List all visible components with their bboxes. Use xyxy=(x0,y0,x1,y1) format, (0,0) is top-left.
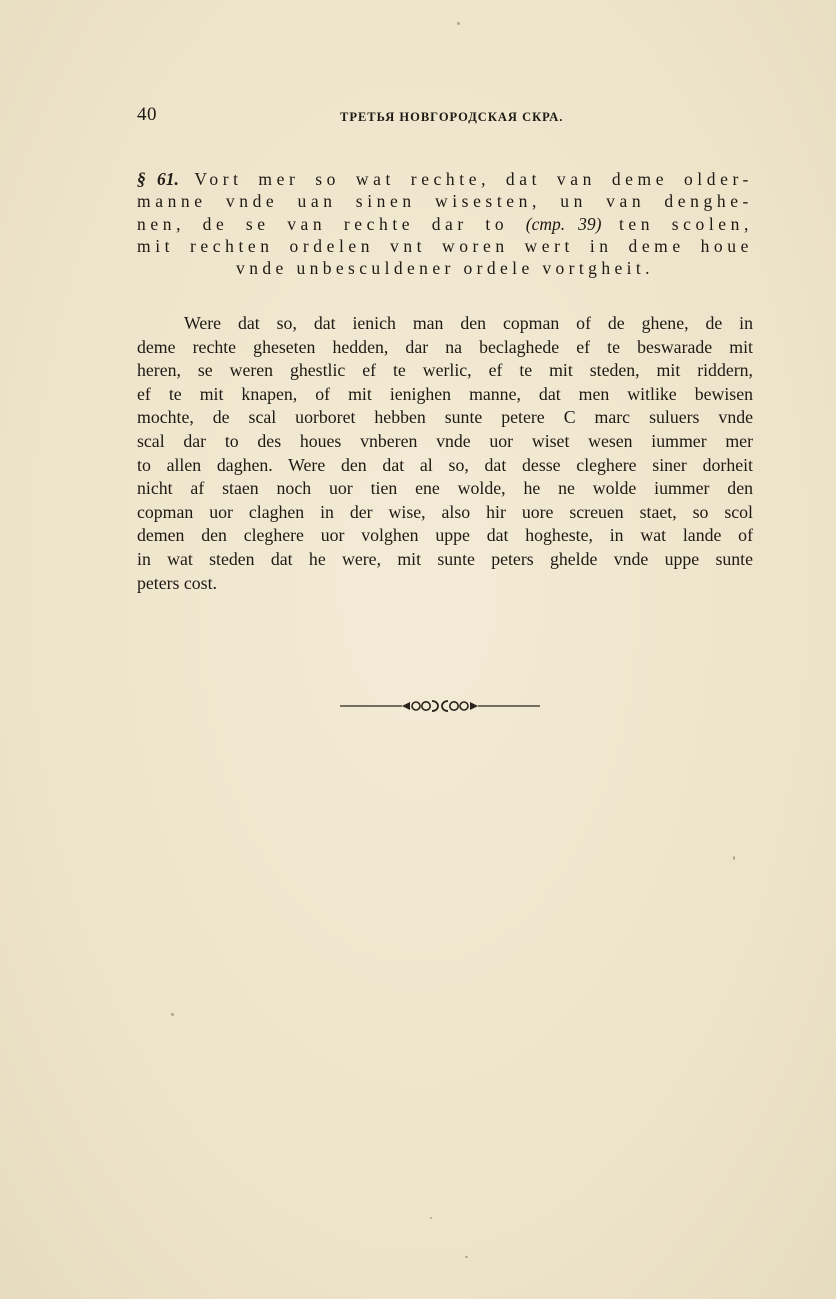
section-line xyxy=(137,168,753,190)
section-line: mit rechten ordelen vnt woren wert in deme houe xyxy=(137,235,753,256)
page-number: 40 xyxy=(137,104,157,125)
paper-spot xyxy=(457,22,460,25)
section-heading-paragraph xyxy=(137,168,753,279)
fleuron-icon xyxy=(340,697,540,715)
paper-spot xyxy=(465,1256,468,1258)
section-text: nen, de se van rechte dar to xyxy=(137,213,526,234)
body-line: demen den cleghere uor volghen uppe dat hogheste, in wat lande of xyxy=(137,525,753,546)
body-line: nicht af staen noch uor tien ene wolde, he ne wolde iummer den xyxy=(137,478,753,499)
paper-spot xyxy=(430,1217,432,1219)
body-line: copman uor claghen in der wise, also hir uore screuen staet, so scol xyxy=(137,501,753,522)
body-line: heren, se weren ghestlic ef te werlic, ef te mit steden, mit riddern, xyxy=(137,360,753,381)
paper-spot xyxy=(733,856,735,860)
body-line: mochte, de scal uorboret hebben sunte petere C marc suluers vnde xyxy=(137,407,753,428)
body-line: in wat steden dat he were, mit sunte peters ghelde vnde uppe sunte xyxy=(137,548,753,569)
running-head: ТРЕТЬЯ НОВГОРОДСКАЯ СКРА. xyxy=(340,110,564,124)
body-line: ef te mit knapen, of mit ienighen manne, dat men witlike bewisen xyxy=(137,383,753,404)
section-text: ten scolen, xyxy=(601,213,753,234)
body-line: scal dar to des houes vnberen vnde uor wiset wesen iummer mer xyxy=(137,430,753,451)
paper-spot xyxy=(171,1013,174,1016)
cross-reference: (cmp. 39) xyxy=(525,213,602,234)
section-line xyxy=(137,213,753,235)
section-number: § 61. xyxy=(137,169,179,189)
body-line: deme rechte gheseten hedden, dar na beclaghede ef te beswarade mit xyxy=(137,336,753,357)
body-line: Were dat so, dat ienich man den copman of de ghene, de in xyxy=(184,313,753,333)
body-line: peters cost. xyxy=(137,572,217,593)
body-paragraph xyxy=(137,312,753,595)
section-text: Vort mer so wat rechte, dat van deme older- xyxy=(178,169,753,189)
section-line: vnde unbesculdener ordele vortgheit. xyxy=(236,258,654,279)
section-line: manne vnde uan sinen wisesten, un van denghe- xyxy=(137,191,753,212)
body-line: to allen daghen. Were den dat al so, dat desse cleghere siner dorheit xyxy=(137,454,753,475)
